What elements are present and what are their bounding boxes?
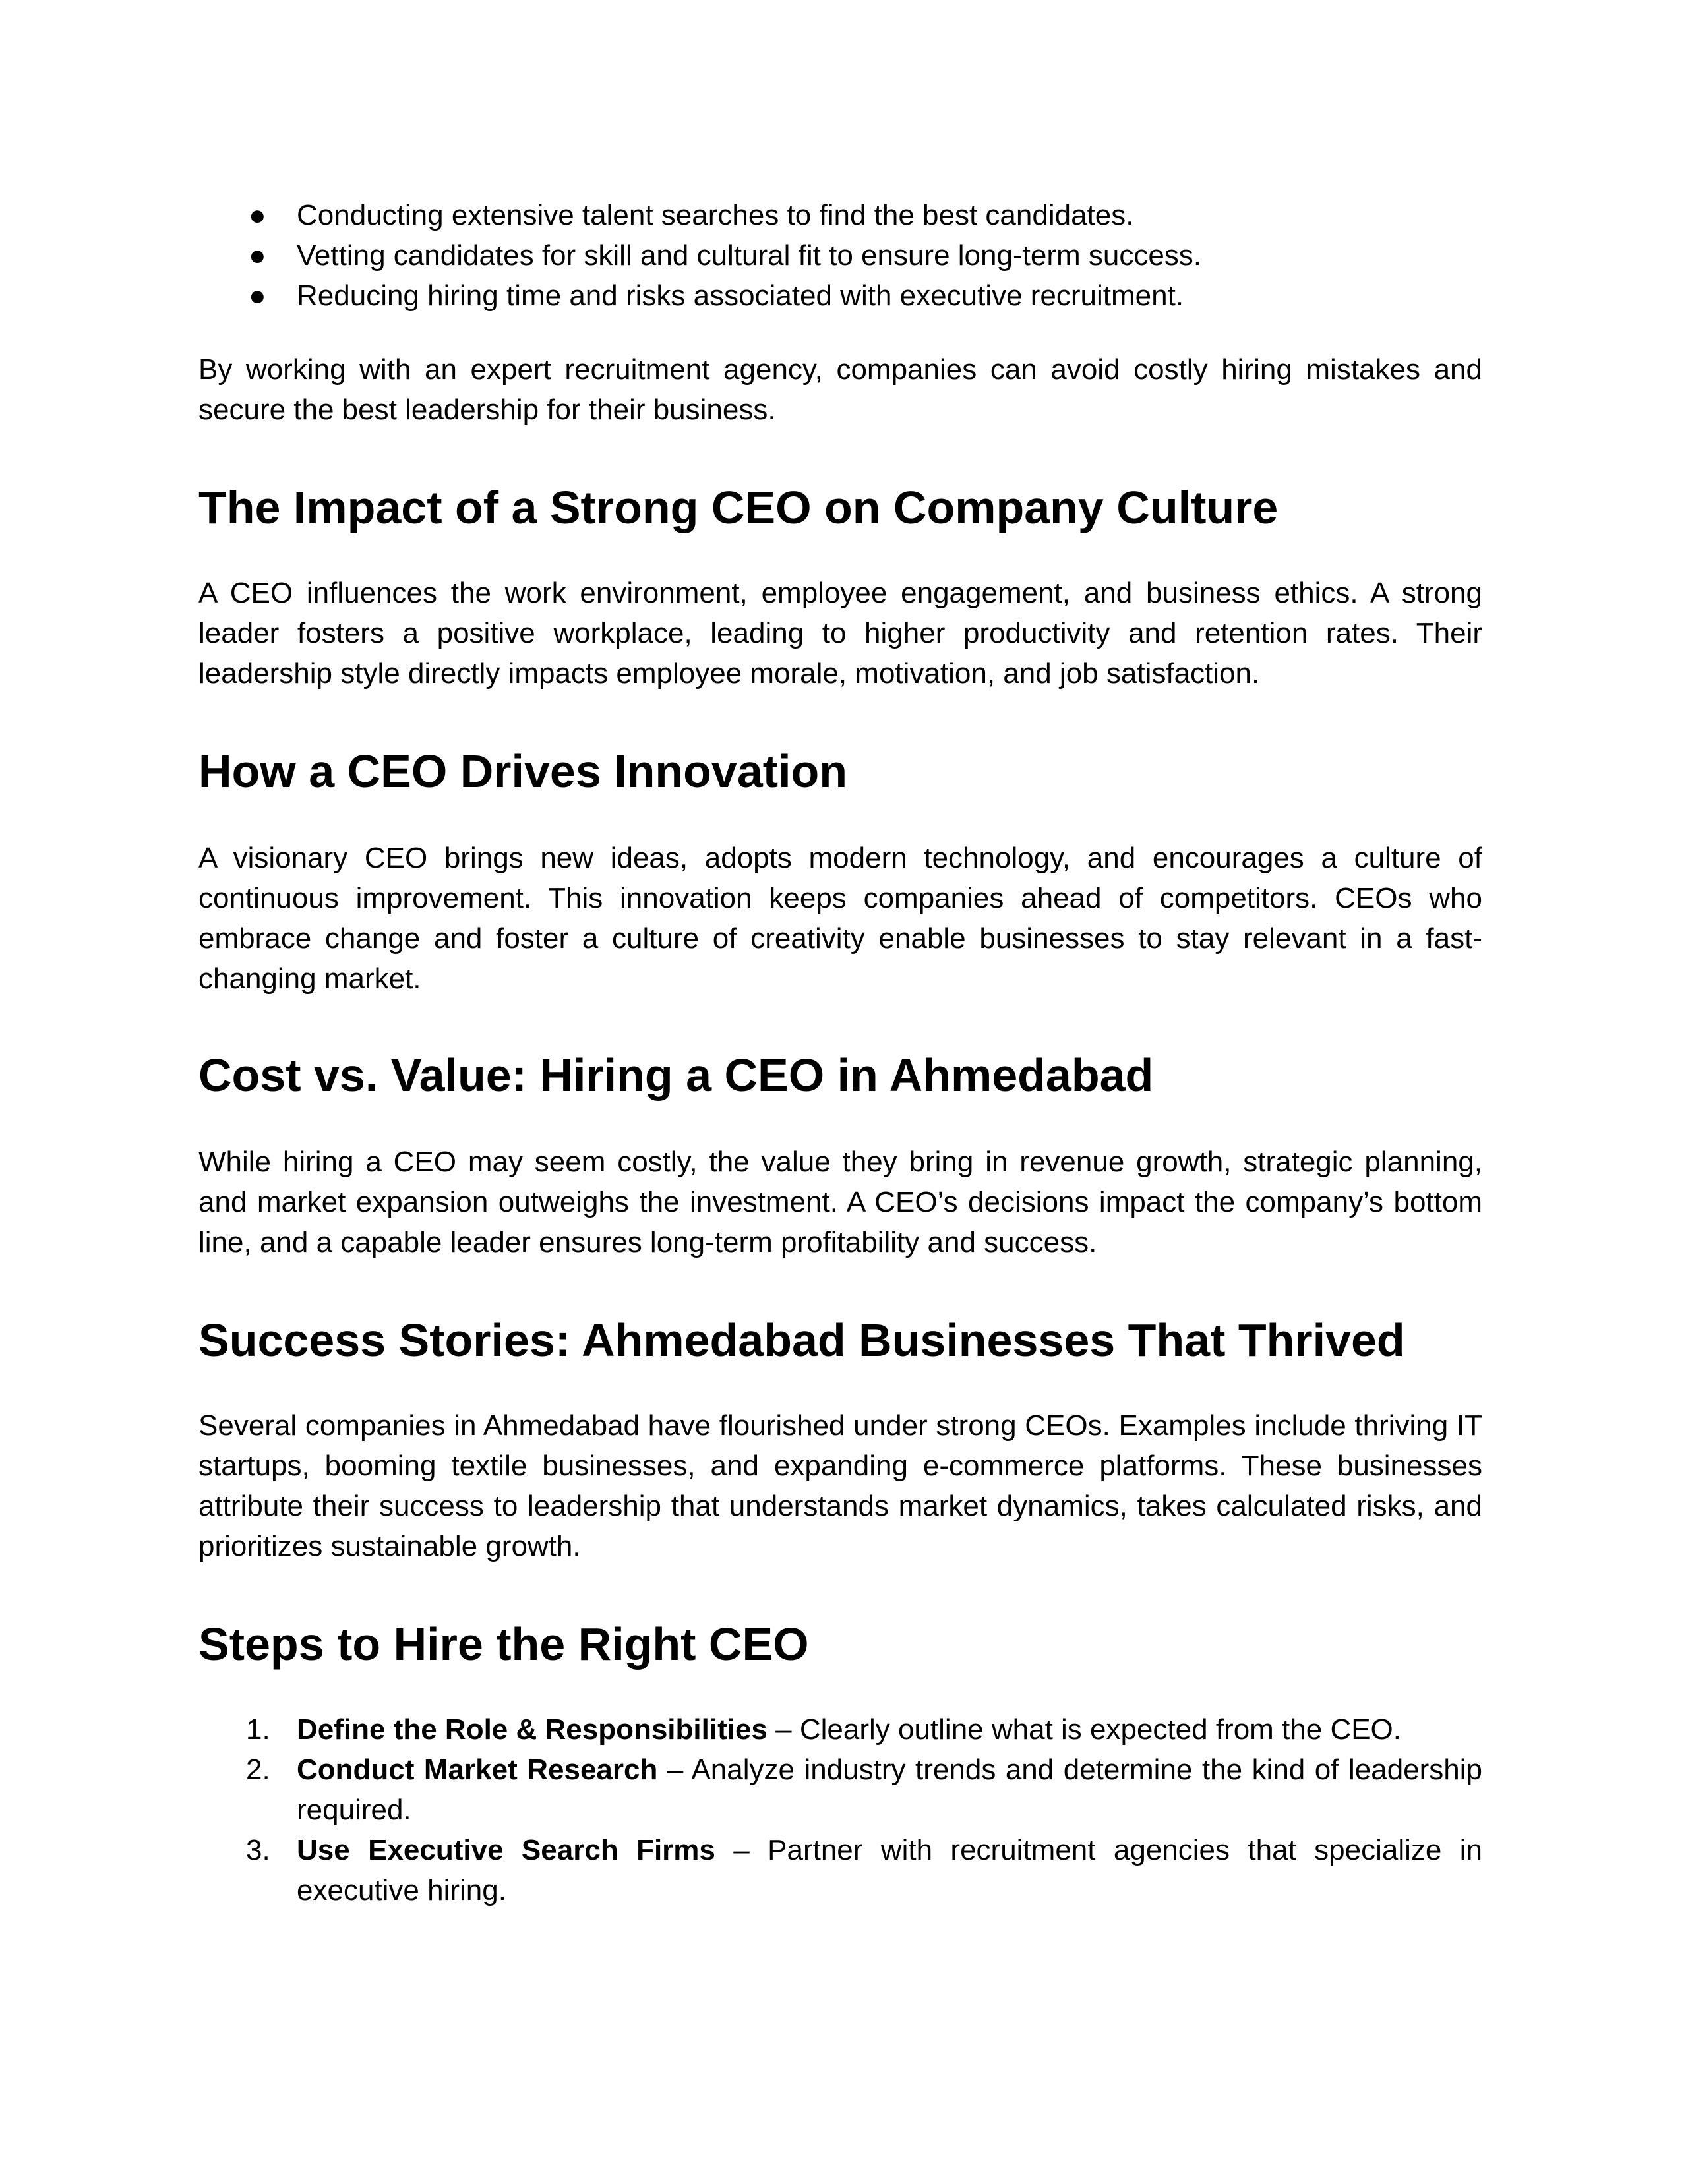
step-text: – Clearly outline what is expected from the CEO. bbox=[767, 1713, 1402, 1746]
list-item bbox=[198, 276, 1482, 316]
list-number: 3. bbox=[246, 1834, 270, 1866]
section-heading: The Impact of a Strong CEO on Company Culture bbox=[198, 482, 1279, 533]
list-item-text: Conducting extensive talent searches to find the best candidates. bbox=[297, 199, 1134, 231]
section-body: A CEO influences the work environment, employee engagement, and business ethics. A strong leader fosters a positive workplace, leading to higher productivity and retention rates. Their leadership style directly impacts employee morale, motivation, and job satisfaction. bbox=[198, 577, 1482, 690]
list-item bbox=[198, 1709, 1482, 1750]
intro-paragraph: By working with an expert recruitment agency, companies can avoid costly hiring mistakes and secure the best leadership for their business. bbox=[198, 353, 1482, 426]
benefits-bullet-list bbox=[198, 195, 1482, 316]
list-number: 1. bbox=[246, 1713, 270, 1746]
bullet-icon: ● bbox=[249, 280, 266, 312]
step-text: – Analyze industry trends and determine the kind of leadership required. bbox=[297, 1754, 1483, 1826]
step-title: Define the Role & Responsibilities bbox=[297, 1713, 768, 1746]
list-item bbox=[198, 235, 1482, 276]
step-title: Use Executive Search Firms bbox=[297, 1834, 715, 1866]
list-item-text: Vetting candidates for skill and cultural fit to ensure long-term success. bbox=[297, 239, 1202, 272]
section-heading: How a CEO Drives Innovation bbox=[198, 746, 848, 797]
section-body: While hiring a CEO may seem costly, the value they bring in revenue growth, strategic planning, and market expansion outweighs the investment. A CEO’s decisions impact the company’s bottom line, and a capable leader ensures long-term profitability and success. bbox=[198, 1146, 1482, 1258]
section-body: Several companies in Ahmedabad have flourished under strong CEOs. Examples include thriving IT startups, booming textile businesses, and expanding e-commerce platforms. These businesses attribute their success to leadership that understands market dynamics, takes calculated risks, and prioritizes sustainable growth. bbox=[198, 1409, 1482, 1562]
bullet-icon: ● bbox=[249, 239, 266, 272]
step-text: – Partner with recruitment agencies that specialize in executive hiring. bbox=[297, 1834, 1482, 1906]
hiring-steps-list bbox=[198, 1709, 1482, 1910]
step-title: Conduct Market Research bbox=[297, 1754, 658, 1786]
list-item bbox=[198, 1830, 1482, 1910]
list-item-text: Reducing hiring time and risks associated with executive recruitment. bbox=[297, 280, 1184, 312]
list-item bbox=[198, 1750, 1482, 1830]
bullet-icon: ● bbox=[249, 199, 266, 231]
section-heading: Success Stories: Ahmedabad Businesses That Thrived bbox=[198, 1314, 1405, 1366]
list-item bbox=[198, 195, 1482, 235]
section-heading: Steps to Hire the Right CEO bbox=[198, 1618, 809, 1670]
section-heading: Cost vs. Value: Hiring a CEO in Ahmedabad bbox=[198, 1049, 1154, 1101]
section-body: A visionary CEO brings new ideas, adopts modern technology, and encourages a culture of continuous improvement. This innovation keeps companies ahead of competitors. CEOs who embrace change and foster a culture of creativity enable businesses to stay relevant in a fast-changing market. bbox=[198, 842, 1482, 995]
list-number: 2. bbox=[246, 1754, 270, 1786]
